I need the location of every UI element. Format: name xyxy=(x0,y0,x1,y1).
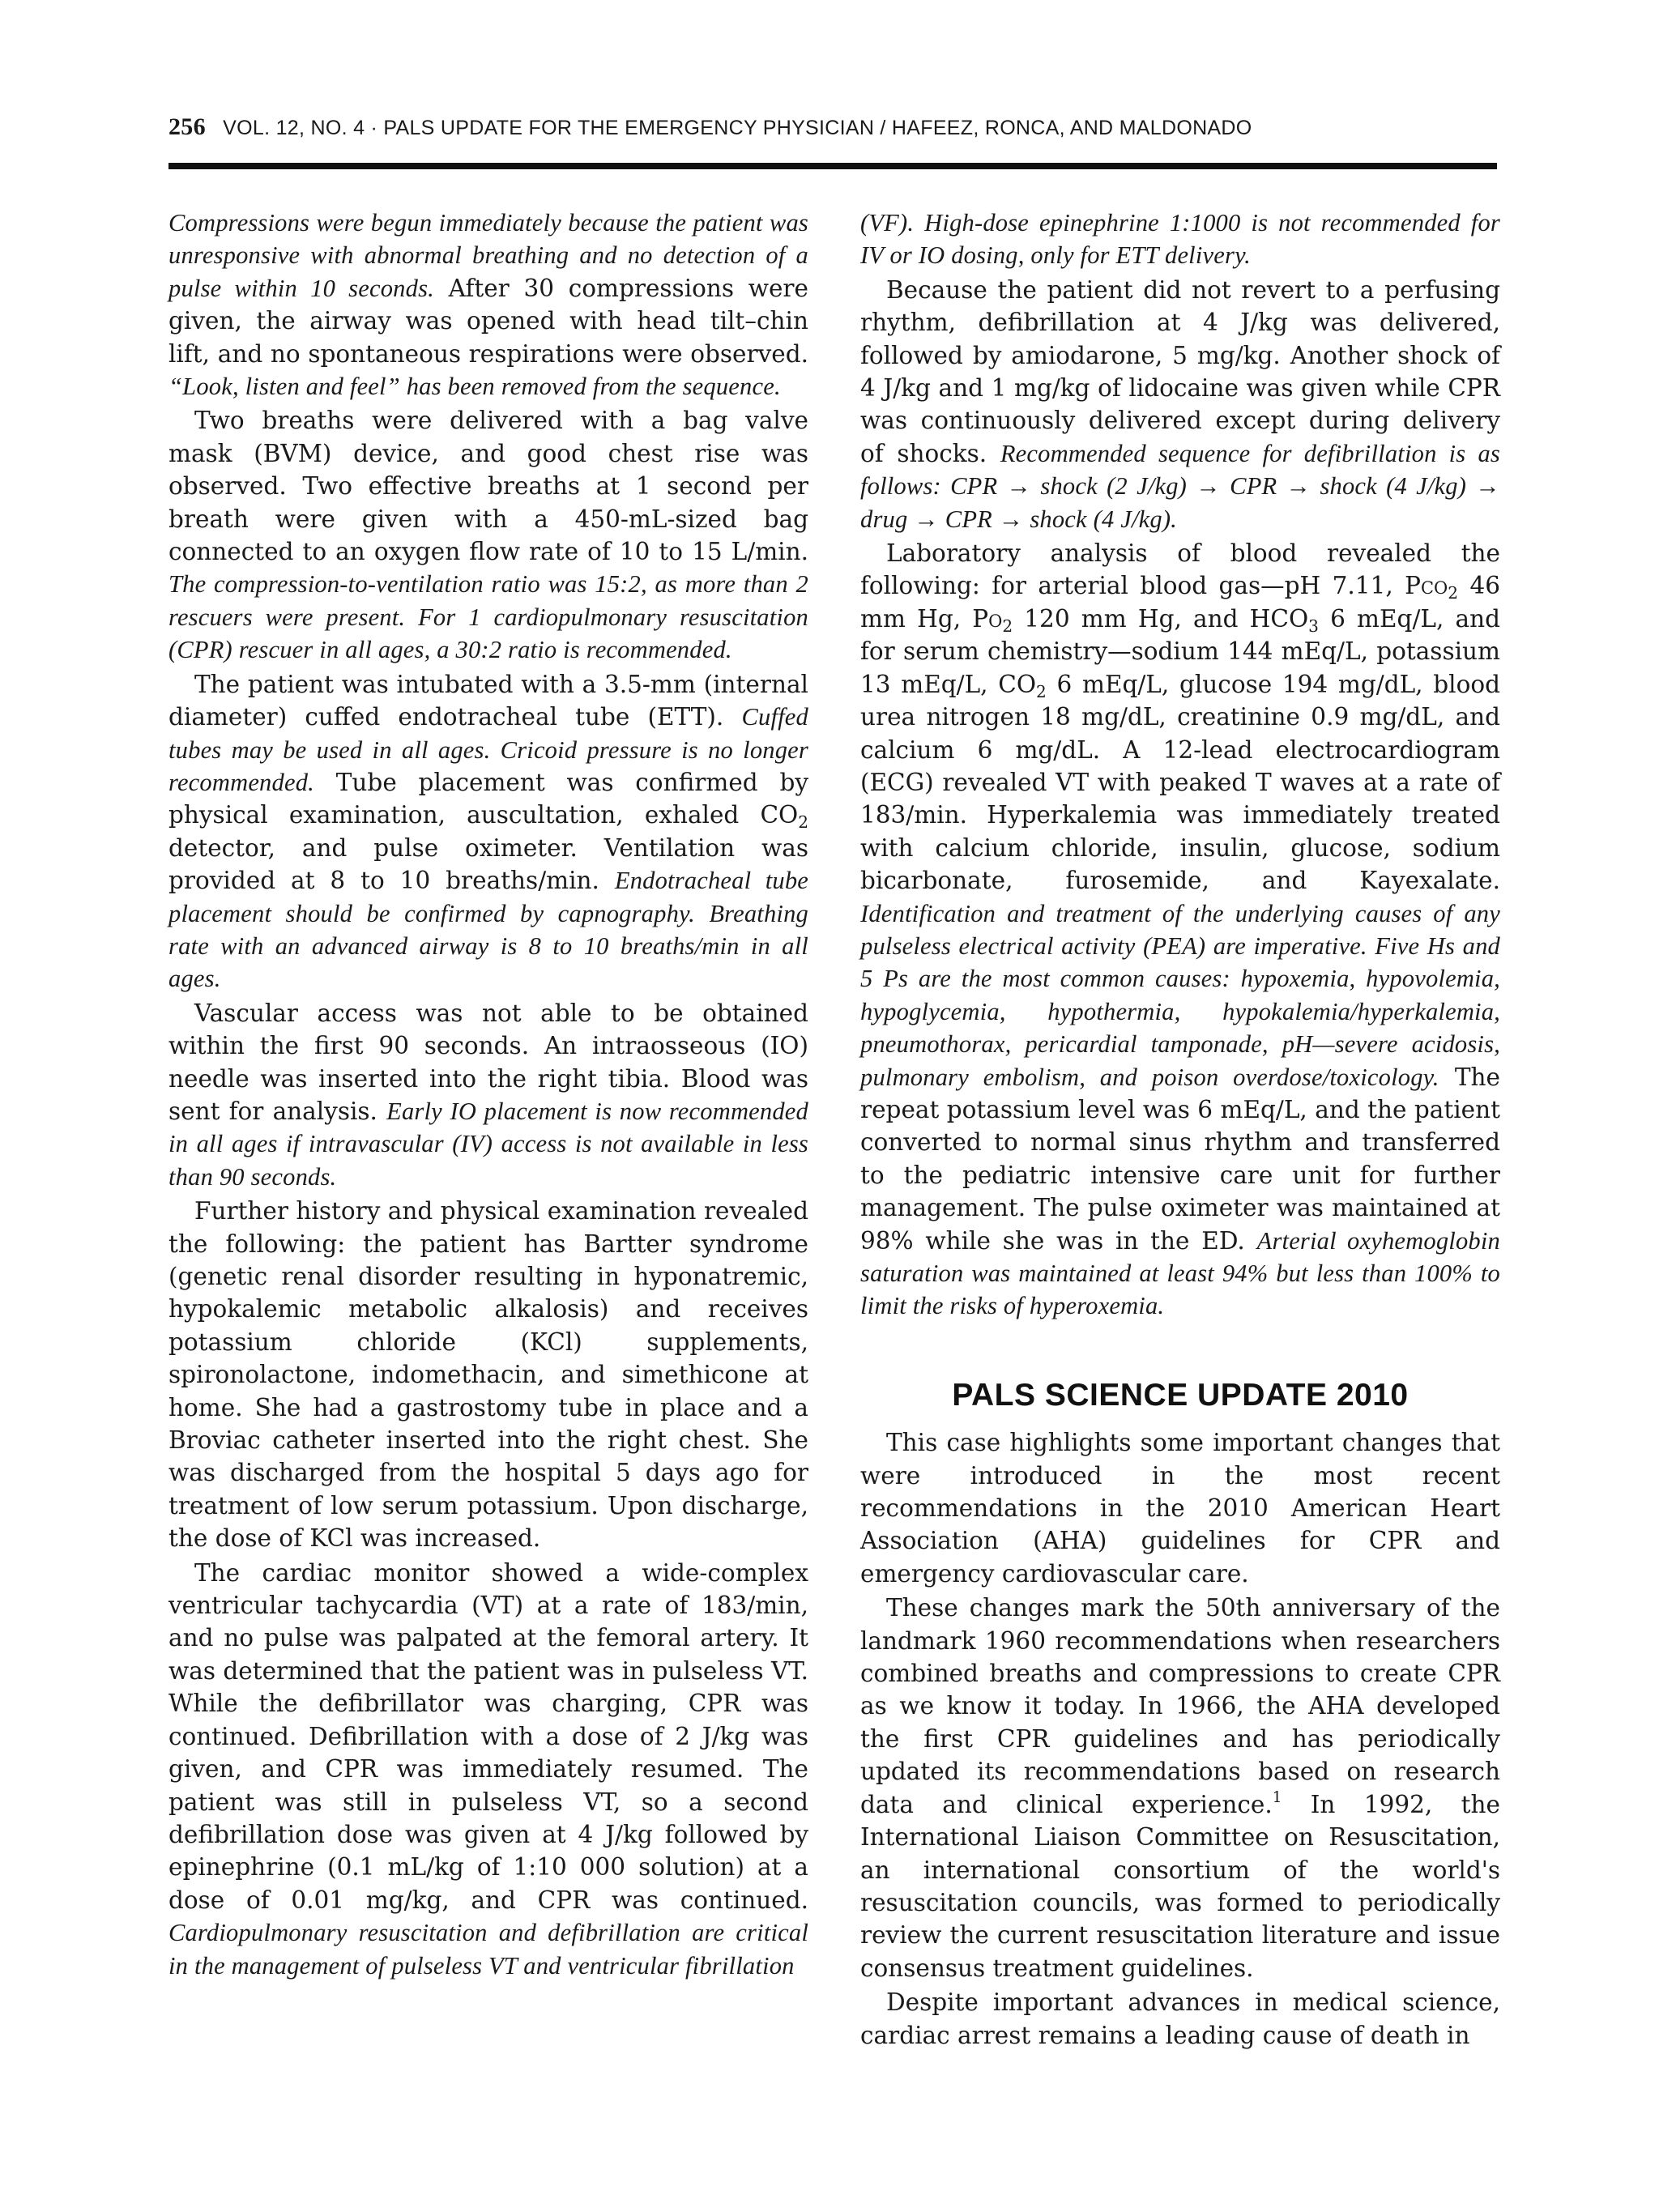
running-header xyxy=(168,113,1497,141)
italic-note: Cuffed tubes may be used in all ages. Cricoid pressure is no longer recommended. xyxy=(168,703,808,796)
paragraph xyxy=(860,537,1500,1323)
small-caps: o xyxy=(988,604,1003,633)
subscript: 2 xyxy=(798,812,808,833)
text-run: Laboratory analysis of blood revealed the following: for arterial blood gas—pH 7.11, P xyxy=(860,539,1500,600)
text-run: Because the patient did not revert to a perfusing rhythm, defibrillation at 4 J/kg was delivered, followed by amiodarone, 5 mg/kg. Another shock of 4 J/kg and 1 mg/kg of lidocaine was given while CPR was continuously delivered except during delivery of shocks. xyxy=(860,275,1500,467)
italic-note: “Look, listen and feel” has been removed from the sequence. xyxy=(168,373,781,401)
italic-note: The compression-to-ventilation ratio was 15:2, as more than 2 rescuers were present. For 1 cardiopulmonary resuscitation (CPR) rescuer in all ages, a 30:2 ratio is recommended. xyxy=(168,570,808,664)
paragraph xyxy=(860,1986,1500,2052)
paragraph xyxy=(168,404,808,666)
left-column xyxy=(168,207,808,1982)
paragraph xyxy=(168,668,808,995)
italic-note: Recommended sequence for defibrillation is as follows: CPR → shock (2 J/kg) → CPR → shock (4 J/kg) → drug → CPR → shock (4 J/kg). xyxy=(860,439,1501,533)
italic-note: Endotracheal tube placement should be confirmed by capnography. Breathing rate with an advanced airway is 8 to 10 breaths/min in all ages. xyxy=(168,867,809,993)
italic-note: Arterial oxyhemoglobin saturation was maintained at least 94% but less than 100% to limit the risks of hyperoxemia. xyxy=(860,1226,1500,1320)
text-run: The patient was intubated with a 3.5-mm (internal diameter) cuffed endotracheal tube (ETT). xyxy=(168,670,808,731)
section-title: PALS SCIENCE UPDATE 2010 xyxy=(952,1377,1409,1413)
italic-note: Identification and treatment of the underlying causes of any pulseless electrical activity (PEA) are imperative. Five Hs and 5 Ps are the most common causes: hypoxemia, hypovolemia, hypoglycemia, hypothermia, hypokalemia/hyperkalemia, pneumothorax, pericardial tamponade, pH—severe acidosis, pulmonary embolism, and poison overdose/toxicology. xyxy=(860,899,1500,1091)
text-run: Further history and physical examination revealed the following: the patient has Bartter syndrome (genetic renal disorder resulting in hyponatremic, hypokalemic metabolic alkalosis) and receives potassium chloride (KCl) supplements, spironolactone, indomethacin, and simethicone at home. She had a gastrostomy tube in place and a Broviac catheter inserted into the right chest. She was discharged from the hospital 5 days ago for treatment of low serum potassium. Upon discharge, the dose of KCl was increased. xyxy=(168,1197,808,1553)
header-rule xyxy=(168,163,1497,169)
text-run: Tube placement was confirmed by physical examination, auscultation, exhaled CO xyxy=(168,768,808,829)
paragraph xyxy=(860,274,1500,535)
text-run: 6 mEq/L, glucose 194 mg/dL, blood urea nitrogen 18 mg/dL, creatinine 0.9 mg/dL, and calcium 6 mg/dL. A 12-lead electrocardiogram (ECG) revealed VT with peaked T waves at a rate of 183/min. Hyperkalemia was immediately treated with calcium chloride, insulin, glucose, sodium bicarbonate, furosemide, and Kayexalate. xyxy=(860,670,1500,895)
paragraph xyxy=(168,207,808,403)
text-run: This case highlights some important changes that were introduced in the most recent recommendations in the 2010 American Heart Association (AHA) guidelines for CPR and emergency cardiovascular care. xyxy=(860,1429,1500,1588)
right-column xyxy=(860,207,1500,2052)
italic-note: Cardiopulmonary resuscitation and defibrillation are critical in the management of pulseless VT and ventricular fibrillation xyxy=(168,1919,808,1980)
text-run: 46 mm Hg, P xyxy=(860,572,1500,633)
subscript: 2 xyxy=(1002,616,1013,636)
text-run: The cardiac monitor showed a wide-complex ventricular tachycardia (VT) at a rate of 183/min, and no pulse was palpated at the femoral artery. It was determined that the patient was in pulseless VT. While the defibrillator was charging, CPR was continued. Defibrillation with a dose of 2 J/kg was given, and CPR was immediately resumed. The patient was still in pulseless VT, so a second defibrillation dose was given at 4 J/kg followed by epinephrine (0.1 mL/kg of 1:10 000 solution) at a dose of 0.01 mg/kg, and CPR was continued. xyxy=(168,1558,808,1914)
small-caps: co xyxy=(1420,572,1448,600)
italic-note: (VF). High-dose epinephrine 1:1000 is not recommended for IV or IO dosing, only for ETT delivery. xyxy=(860,209,1500,270)
text-run: Vascular access was not able to be obtained within the first 90 seconds. An intraosseous (IO) needle was inserted into the right tibia. Blood was sent for analysis. xyxy=(168,999,808,1125)
paragraph xyxy=(860,1426,1500,1590)
paragraph xyxy=(168,997,808,1193)
italic-note: Compressions were begun immediately because the patient was unresponsive with abnormal breathing and no detection of a pulse within 10 seconds. xyxy=(168,209,808,302)
subscript: 3 xyxy=(1308,616,1319,636)
paragraph xyxy=(168,1195,808,1554)
text-run: 6 mEq/L, and for serum chemistry—sodium 144 mEq/L, potassium 13 mEq/L, CO xyxy=(860,604,1500,698)
text-run: After 30 compressions were given, the airway was opened with head tilt–chin lift, and no spontaneous respirations were observed. xyxy=(168,274,808,368)
page-number: 256 xyxy=(168,113,206,140)
italic-note: Early IO placement is now recommended in all ages if intravascular (IV) access is not available in less than 90 seconds. xyxy=(168,1097,808,1191)
paragraph xyxy=(860,1592,1500,1984)
subscript: 2 xyxy=(1036,681,1047,701)
text-run: In 1992, the International Liaison Committee on Resuscitation, an international consortium of the world's resuscitation councils, was formed to periodically review the current resuscitation literature and issue consensus treatment guidelines. xyxy=(860,1790,1500,1982)
text-run: 120 mm Hg, and HCO xyxy=(1013,604,1309,633)
paragraph xyxy=(860,207,1500,272)
subscript: 2 xyxy=(1448,583,1459,603)
text-run: Two breaths were delivered with a bag valve mask (BVM) device, and good chest rise was observed. Two effective breaths at 1 second per breath were given with a 450-mL-sized bag connected to an oxygen flow rate of 10 to 15 L/min. xyxy=(168,407,808,566)
text-run: The repeat potassium level was 6 mEq/L, and the patient converted to normal sinus rhythm and transferred to the pediatric intensive care unit for further management. The pulse oximeter was maintained at 98% while she was in the ED. xyxy=(860,1063,1501,1255)
reference-superscript: 1 xyxy=(1272,1788,1282,1806)
paragraph xyxy=(168,1557,808,1982)
text-run: detector, and pulse oximeter. Ventilation was provided at 8 to 10 breaths/min. xyxy=(168,833,808,895)
running-title: VOL. 12, NO. 4 · PALS UPDATE FOR THE EMERGENCY PHYSICIAN / HAFEEZ, RONCA, AND MALDONADO xyxy=(223,117,1252,139)
text-run: Despite important advances in medical science, cardiac arrest remains a leading cause of death in xyxy=(860,1988,1500,2049)
text-run: These changes mark the 50th anniversary of the landmark 1960 recommendations when researchers combined breaths and compressions to create CPR as we know it today. In 1966, the AHA developed the first CPR guidelines and has periodically updated its recommendations based on research data and clinical experience. xyxy=(860,1594,1500,1818)
